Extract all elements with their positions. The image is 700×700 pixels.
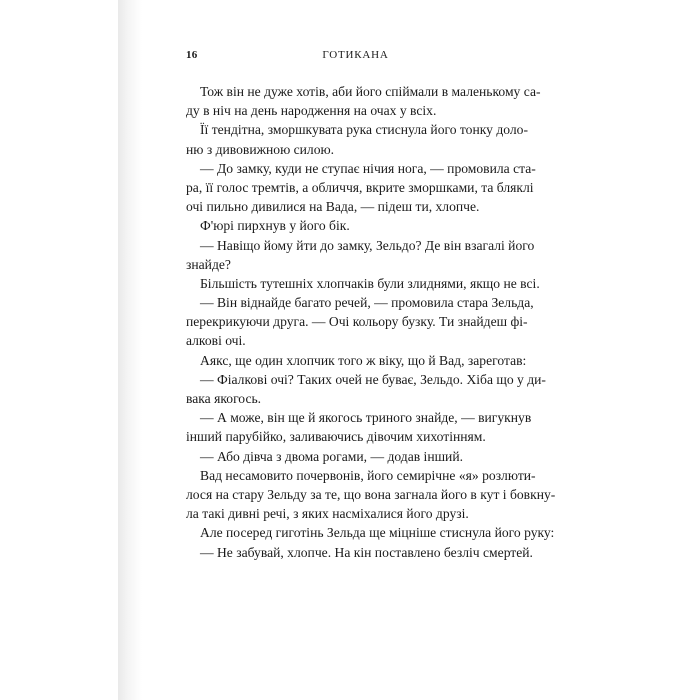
text-line: Більшість тутешніх хлопчаків були злиднями, якщо не всі. [200, 275, 540, 291]
text-line: — Або дівча з двома рогами, — додав інший. [200, 448, 464, 464]
text-line: ра, її голос тремтів, а обличчя, вкрите зморшками, та бляклі [186, 179, 534, 195]
page-number: 16 [186, 49, 198, 61]
text-line: знайде? [186, 256, 231, 272]
text-line: Ф'юрі пирхнув у його бік. [200, 218, 350, 234]
text-line: ду в ніч на день народження на очах у всіх. [186, 103, 437, 119]
text-line: очі пильно дивилися на Вада, — підеш ти, хлопче. [186, 199, 480, 215]
text-line: інший парубійко, заливаючись дівочим хихотінням. [186, 429, 486, 445]
text-line: — Не забувай, хлопче. На кін поставлено безліч смертей. [200, 544, 533, 560]
text-line: — Фіалкові очі? Таких очей не буває, Зельдо. Хіба що у ди- [200, 371, 546, 387]
text-line: лося на стару Зельду за те, що вона загнала його в кут і бовкну- [186, 486, 556, 502]
text-line: — Навіщо йому йти до замку, Зельдо? Де він взагалі його [200, 237, 535, 253]
page-gutter-shadow [118, 0, 142, 700]
running-title: ГОТИКАНА [322, 49, 389, 61]
page-header [186, 49, 525, 65]
text-line: Але посеред гиготінь Зельда ще міцніше стиснула його руку: [200, 525, 555, 541]
text-line: ню з дивовижною силою. [186, 141, 335, 157]
text-line: Вад несамовито почервонів, його семирічне «я» розлюти- [200, 467, 536, 483]
text-line: Тож він не дуже хотів, аби його спіймали в маленькому са- [200, 84, 541, 99]
text-line: — До замку, куди не ступає нічия нога, — промовила ста- [200, 160, 536, 176]
text-line: Аякс, ще один хлопчик того ж віку, що й Вад, зареготав: [200, 352, 527, 368]
text-line: вака якогось. [186, 391, 262, 406]
text-line: алкові очі. [186, 333, 246, 349]
text-line: ла такі дивні речі, з яких насміхалися його друзі. [186, 506, 469, 522]
body-text [186, 82, 556, 562]
text-line: перекрикуючи друга. — Очі кольору бузку. Ти знайдеш фі- [186, 314, 528, 330]
text-line: — Він віднайде багато речей, — промовила стара Зельда, [200, 295, 534, 311]
text-line: — А може, він ще й якогось триного знайде, — вигукнув [200, 410, 532, 426]
text-line: Її тендітна, зморшкувата рука стиснула його тонку доло- [200, 122, 529, 138]
